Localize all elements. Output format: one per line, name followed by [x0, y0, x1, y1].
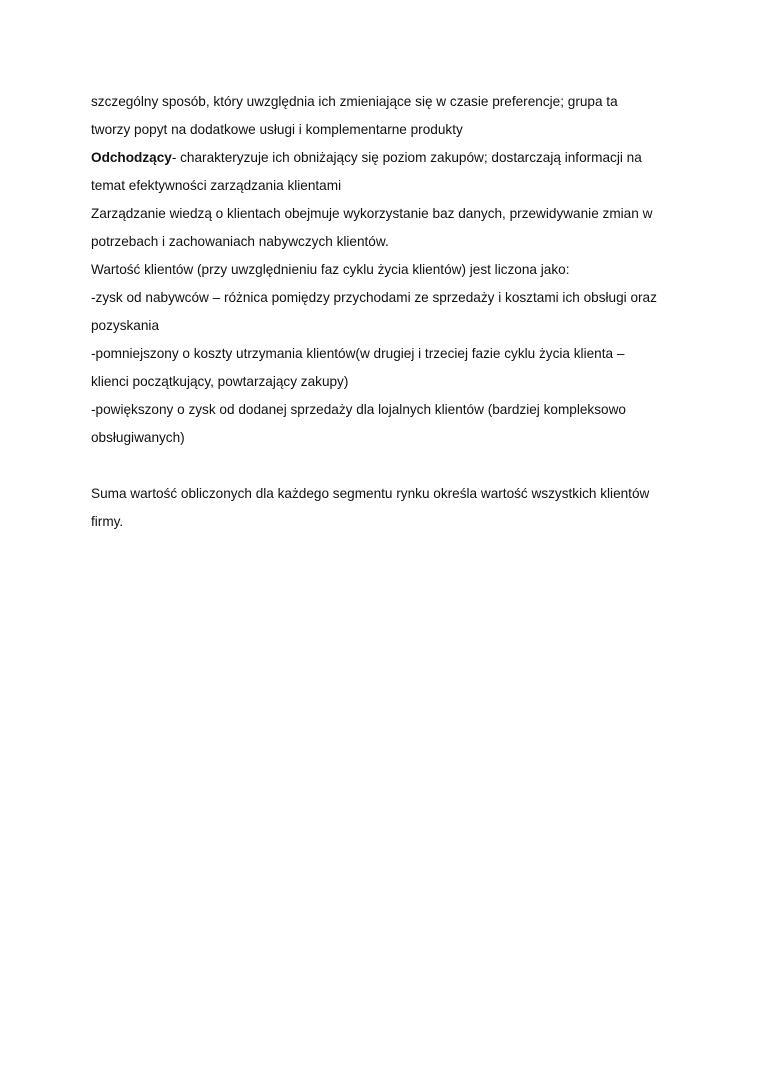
text-line: szczególny sposób, który uwzględnia ich zmieniające się w czasie preferencje; grupa ta: [91, 94, 618, 109]
text-line: tworzy popyt na dodatkowe usługi i komplementarne produkty: [91, 122, 463, 137]
text-line: temat efektywności zarządzania klientami: [91, 178, 342, 193]
text-line: -zysk od nabywców – różnica pomiędzy przychodami ze sprzedaży i kosztami ich obsługi oraz: [91, 290, 657, 305]
text-line: klienci początkujący, powtarzający zakupy): [91, 374, 349, 389]
text-line: -powiększony o zysk od dodanej sprzedaży dla lojalnych klientów (bardziej kompleksowo: [91, 402, 626, 417]
paragraph-gap: [91, 452, 691, 480]
text-line: Wartość klientów (przy uwzględnieniu faz cyklu życia klientów) jest liczona jako:: [91, 262, 570, 277]
text-line: -pomniejszony o koszty utrzymania klientów(w drugiej i trzeciej fazie cyklu życia klienta –: [91, 346, 625, 361]
document-body: [91, 88, 691, 536]
odchodzacy-term: Odchodzący: [91, 150, 172, 165]
odchodzacy-description: - charakteryzuje ich obniżający się poziom zakupów; dostarczają informacji na: [171, 150, 642, 165]
text-line: pozyskania: [91, 318, 160, 333]
odchodzacy-line: [91, 144, 691, 172]
text-line: potrzebach i zachowaniach nabywczych klientów.: [91, 234, 389, 249]
text-line: Suma wartość obliczonych dla każdego segmentu rynku określa wartość wszystkich klientów: [91, 486, 650, 501]
text-line: firmy.: [91, 514, 124, 529]
text-line: Zarządzanie wiedzą o klientach obejmuje wykorzystanie baz danych, przewidywanie zmian w: [91, 206, 653, 221]
text-line: obsługiwanych): [91, 430, 185, 445]
